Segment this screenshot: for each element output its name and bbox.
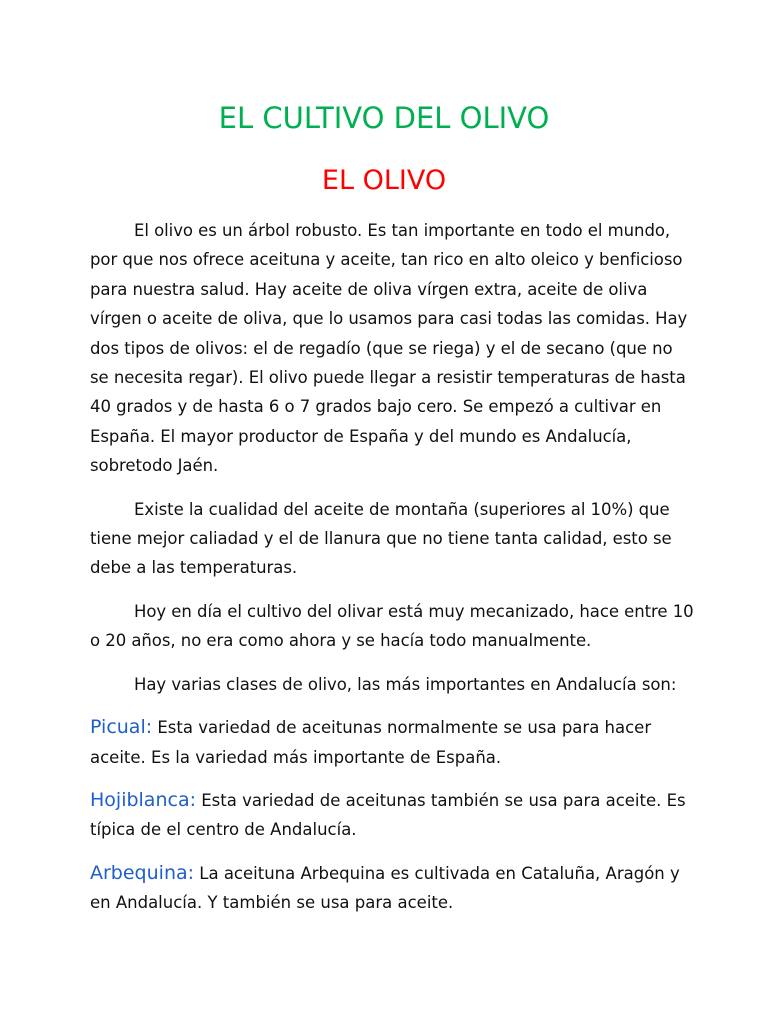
variety-name: Hojiblanca: (90, 788, 196, 811)
paragraph-mechanization: Hoy en día el cultivo del olivar está muy mecanizado, hace entre 10 o 20 años, no era como ahora y se hacía todo manualmente. (90, 601, 694, 651)
variety-hojiblanca (90, 786, 694, 845)
variety-name: Picual: (90, 716, 153, 739)
paragraph-varieties-intro: Hay varias clases de olivo, las más importantes en Andalucía son: (134, 674, 677, 694)
variety-picual (90, 713, 694, 772)
variety-description: Esta variedad de aceitunas normalmente se usa para hacer aceite. Es la variedad más importante de España. (90, 718, 652, 767)
paragraph-intro: El olivo es un árbol robusto. Es tan importante en todo el mundo, por que nos ofrece aceituna y aceite, tan rico en alto oleico y benficioso para nuestra salud. Hay aceite de oliva vírgen extra, aceite de oliva vírgen o aceite de oliva, que lo usamos para casi todas las comidas. Hay dos tipos de olivos: el de regadío (que se riega) y el de secano (que no se necesita regar). El olivo puede llegar a resistir temperaturas de hasta 40 grados y de hasta 6 o 7 grados bajo cero. Se empezó a cultivar en España. El mayor productor de España y del mundo es Andalucía, sobretodo Jaén. (90, 221, 688, 476)
section-title: EL OLIVO (321, 165, 447, 196)
variety-description: Esta variedad de aceitunas también se usa para aceite. Es típica de el centro de Andalucía. (90, 790, 686, 840)
variety-description: La aceituna Arbequina es cultivada en Cataluña, Aragón y en Andalucía. Y también se usa para aceite. (90, 863, 680, 913)
document-body (90, 216, 694, 932)
document-title: EL CULTIVO DEL OLIVO (218, 101, 550, 135)
variety-arbequina (90, 859, 694, 918)
paragraph-quality: Existe la cualidad del aceite de montaña (superiores al 10%) que tiene mejor caliadad y el de llanura que no tiene tanta calidad, esto se debe a las temperaturas. (90, 499, 672, 578)
variety-name: Arbequina: (90, 861, 195, 884)
